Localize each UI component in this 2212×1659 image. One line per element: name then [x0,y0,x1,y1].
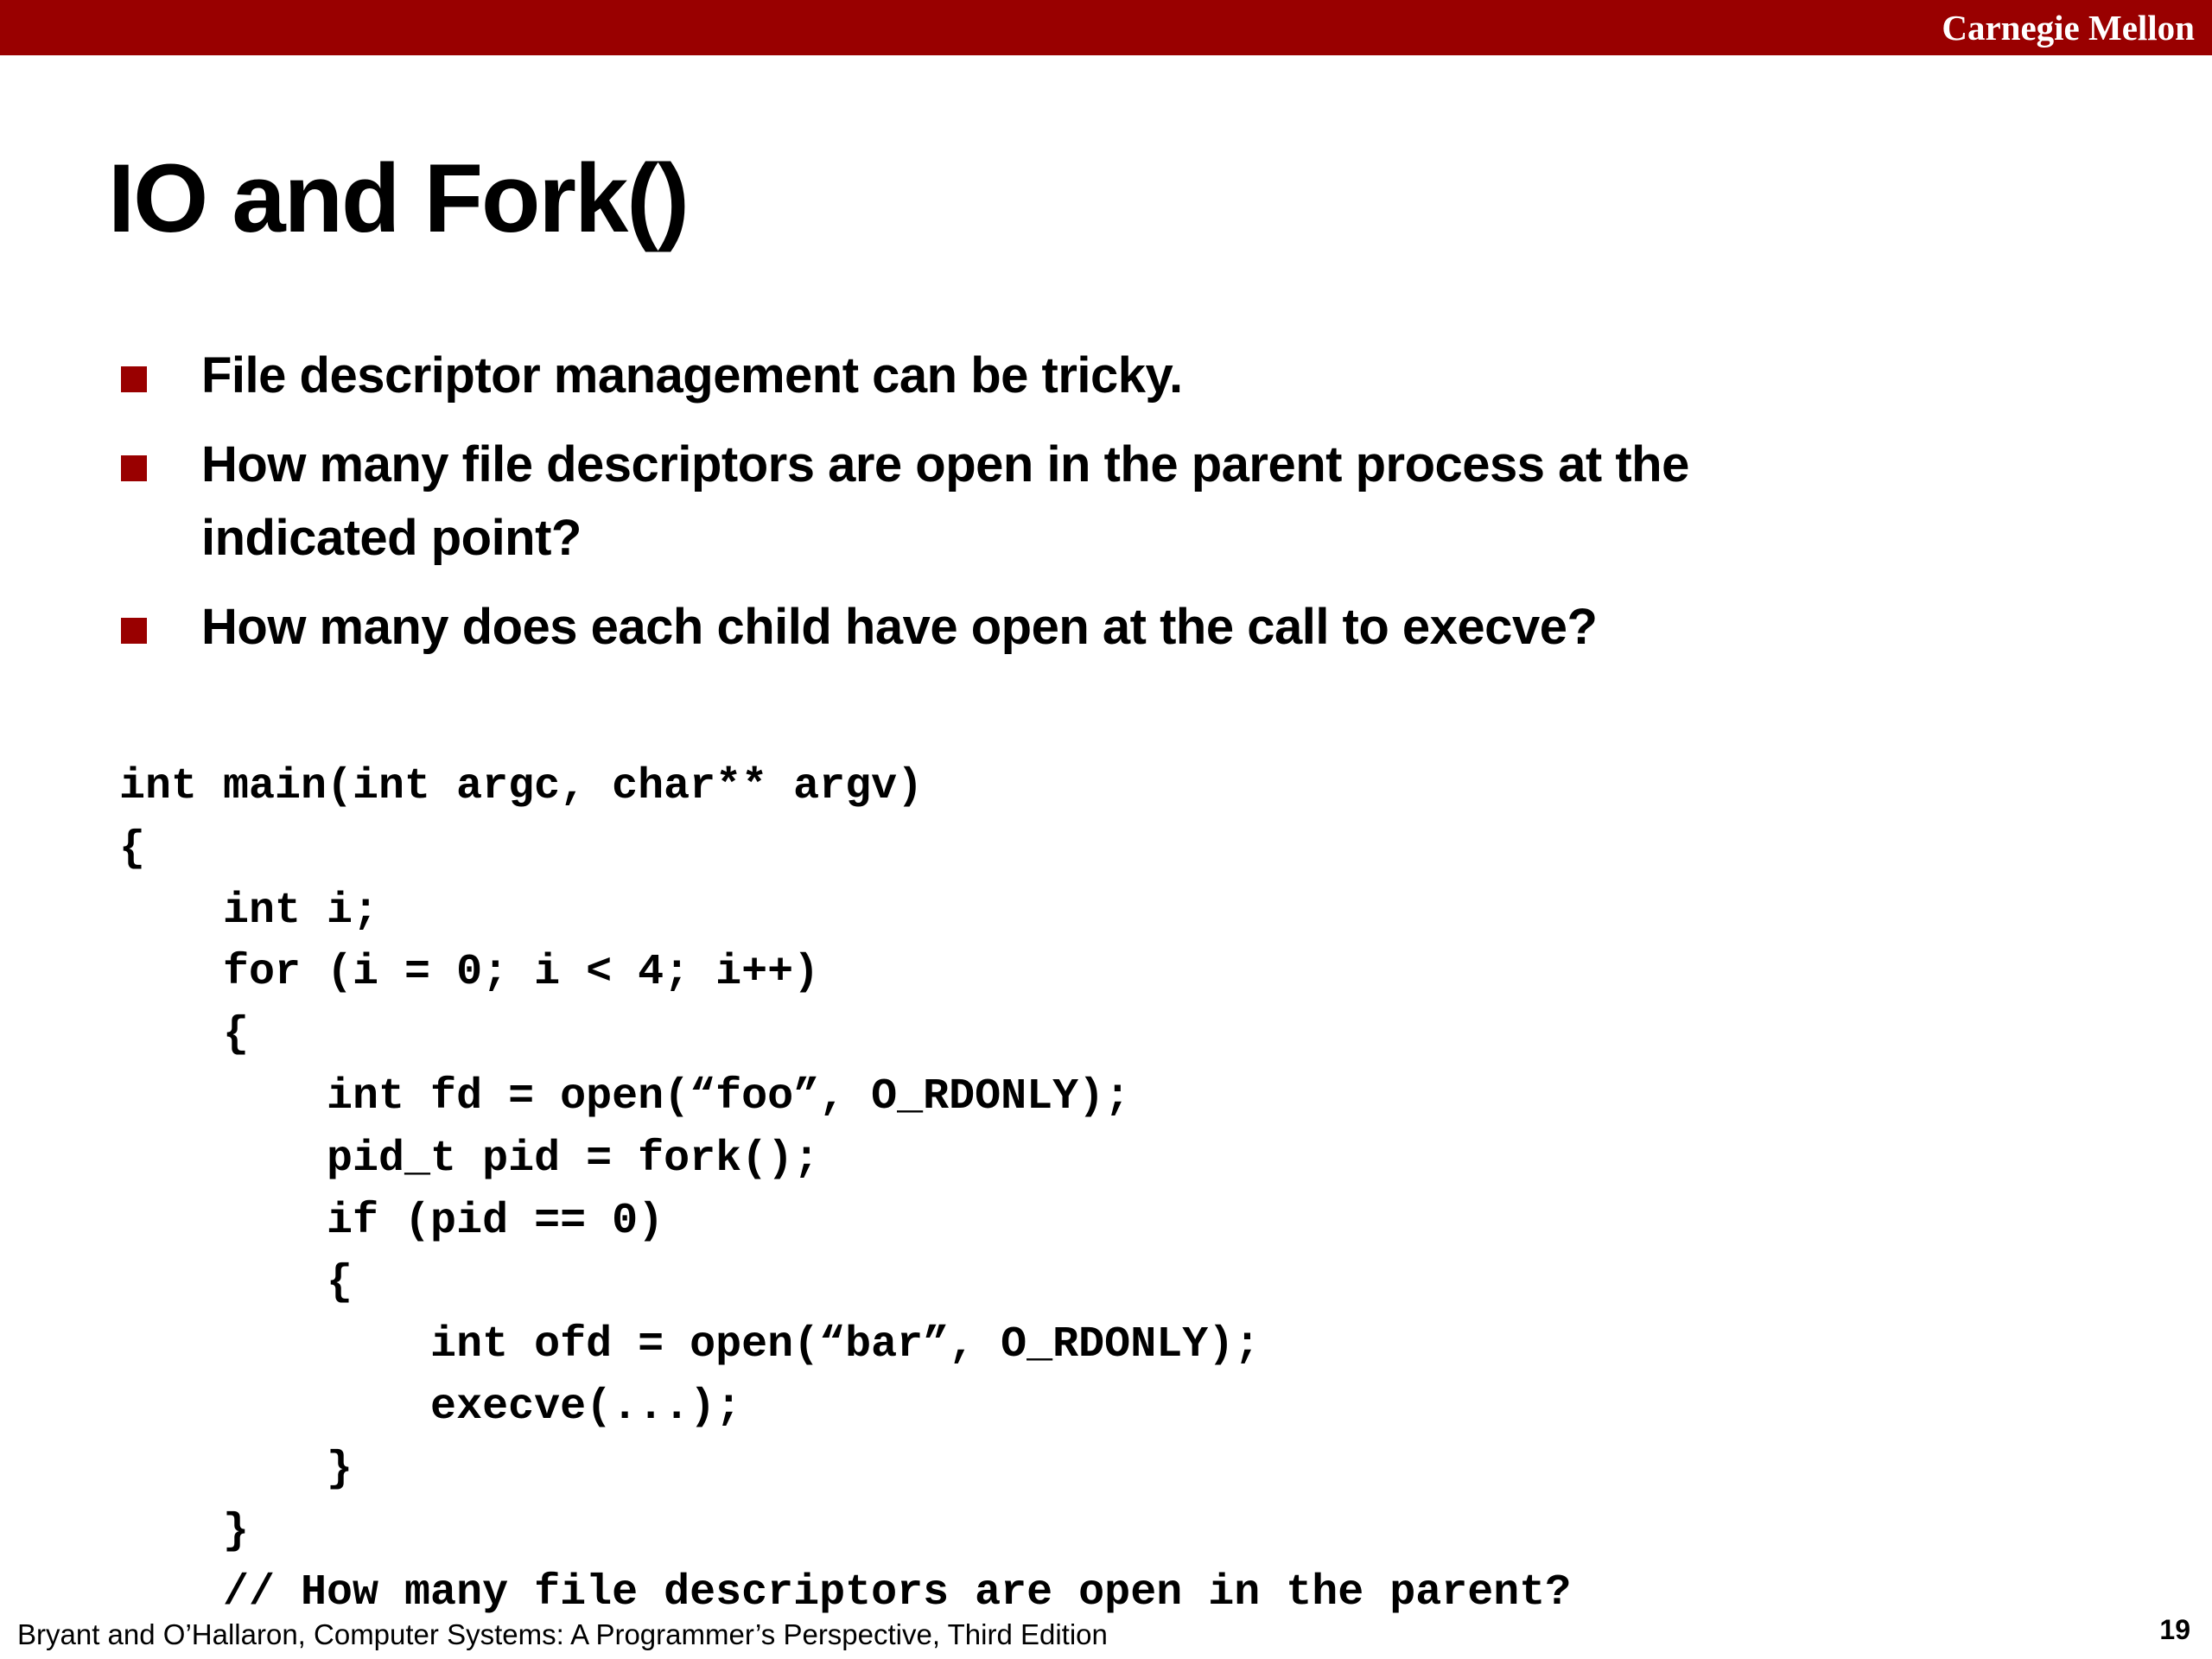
code-line: } [119,1444,353,1494]
code-line: pid_t pid = fork(); [119,1134,820,1184]
square-bullet-icon [121,618,147,644]
code-line: } [119,1506,250,1556]
bullet-text: File descriptor management can be tricky. [201,347,1183,404]
brand-logo-text: Carnegie Mellon [1942,8,2195,48]
slide-title: IO and Fork() [108,144,688,252]
code-line: { [119,823,146,874]
page-number: 19 [2159,1614,2190,1645]
top-banner [0,0,2212,55]
code-line: int ofd = open(“bar”, O_RDONLY); [119,1320,1261,1370]
code-line: int i; [119,886,379,936]
square-bullet-icon [121,455,147,481]
square-bullet-icon [121,366,147,392]
code-line: for (i = 0; i < 4; i++) [119,948,820,998]
code-line: { [119,1010,250,1060]
code-line: execve(...); [119,1382,742,1432]
footer-citation: Bryant and O’Hallaron, Computer Systems: A Programmer’s Perspective, Third Edition [17,1618,1108,1650]
code-line: { [119,1258,353,1308]
bullet-text: How many does each child have open at the call to execve? [201,599,1598,655]
code-line: int fd = open(“foo”, O_RDONLY); [119,1071,1131,1122]
code-line: // How many file descriptors are open in the parent? [119,1568,1572,1618]
code-line: int main(int argc, char** argv) [119,762,924,811]
code-block [119,756,1571,1624]
bullet-text: How many file descriptors are open in the parent process at the indicated point? [201,436,1689,566]
code-line: if (pid == 0) [119,1196,664,1246]
